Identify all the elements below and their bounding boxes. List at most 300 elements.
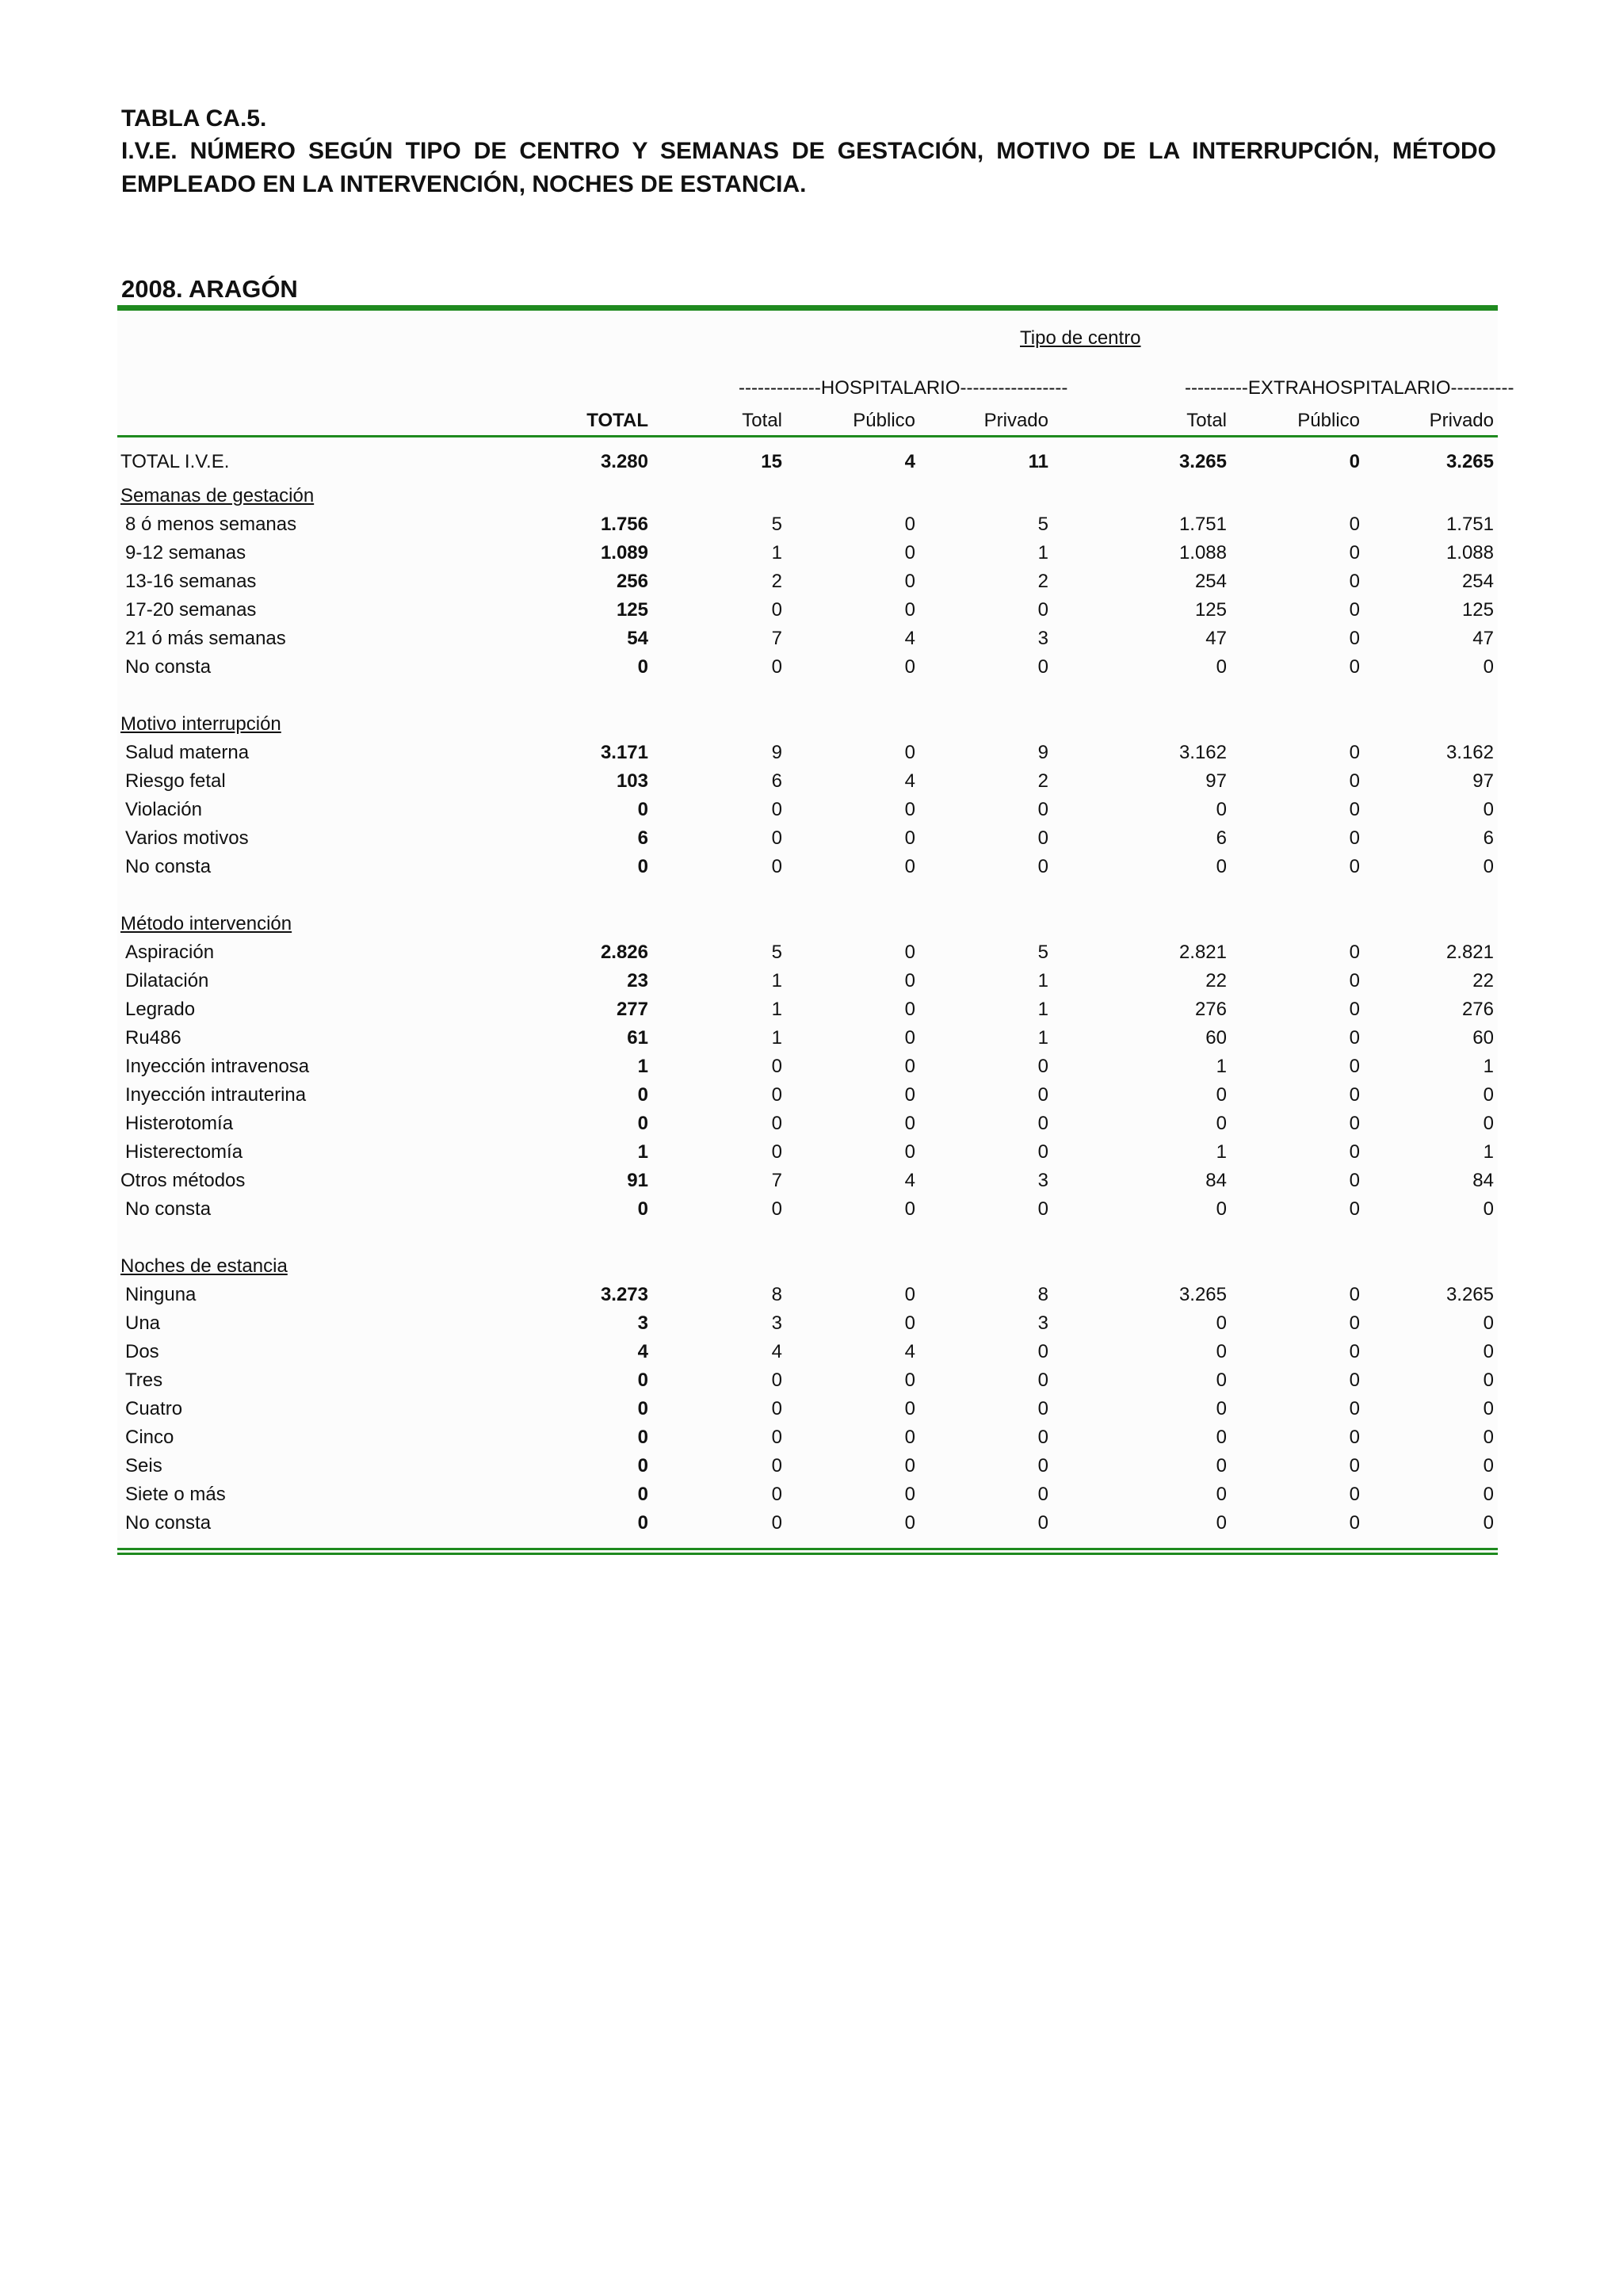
table-cell: 1: [1037, 999, 1048, 1020]
table-cell: 0: [1349, 1198, 1360, 1220]
row-label: No consta: [125, 656, 212, 678]
table-cell: 2: [1037, 770, 1048, 792]
table-cell: 0: [904, 1427, 915, 1448]
table-cell: 0: [904, 1312, 915, 1334]
table-cell: 0: [771, 599, 782, 621]
table-cell: 0: [904, 571, 915, 592]
table-cell: 3.171: [600, 742, 648, 763]
table-cell: 6: [771, 770, 782, 792]
table-cell: 3: [1037, 628, 1048, 649]
header-rule: [117, 435, 1498, 437]
table-cell: 0: [904, 827, 915, 849]
table-cell: 0: [1349, 1141, 1360, 1163]
table-cell: 97: [1205, 770, 1227, 792]
table-cell: 91: [627, 1170, 648, 1191]
table-row: [0, 1195, 1623, 1224]
table-cell: 0: [1216, 1512, 1227, 1534]
table-cell: 0: [1349, 1512, 1360, 1534]
table-cell: 277: [616, 999, 648, 1020]
table-cell: 254: [1461, 571, 1494, 592]
table-cell: 125: [1194, 599, 1227, 621]
table-cell: 4: [904, 1341, 915, 1362]
table-cell: 0: [1037, 856, 1048, 877]
table-cell: 2: [771, 571, 782, 592]
table-cell: 0: [1483, 799, 1494, 820]
table-cell: 0: [904, 1141, 915, 1163]
table-cell: 0: [637, 1084, 648, 1106]
row-label: Siete o más: [125, 1484, 226, 1505]
table-row: [0, 853, 1623, 881]
table-cell: 84: [1472, 1170, 1494, 1191]
bottom-rule-double: [117, 1553, 1498, 1555]
table-cell: 0: [904, 942, 915, 963]
table-cell: 0: [1037, 1113, 1048, 1134]
table-cell: 4: [771, 1341, 782, 1362]
table-cell: 0: [1349, 1312, 1360, 1334]
table-cell: 0: [904, 656, 915, 678]
table-row: [0, 1024, 1623, 1052]
table-row: [0, 1167, 1623, 1195]
table-row: [0, 824, 1623, 853]
table-row: [0, 967, 1623, 995]
row-label: TOTAL I.V.E.: [120, 451, 230, 472]
table-row: [0, 938, 1623, 967]
table-cell: 0: [1349, 1484, 1360, 1505]
table-cell: 1.089: [600, 542, 648, 563]
table-cell: 1.751: [1445, 514, 1494, 535]
row-label: Aspiración: [125, 942, 215, 963]
table-cell: 0: [1483, 1427, 1494, 1448]
table-cell: 0: [904, 970, 915, 991]
table-cell: 0: [904, 1113, 915, 1134]
table-cell: 6: [1216, 827, 1227, 849]
table-cell: 0: [904, 1370, 915, 1391]
table-cell: 4: [904, 628, 915, 649]
table-cell: 6: [637, 827, 648, 849]
table-cell: 0: [1349, 970, 1360, 991]
table-cell: 1: [1483, 1141, 1494, 1163]
table-cell: 4: [904, 1170, 915, 1191]
table-cell: 0: [1037, 656, 1048, 678]
table-cell: 0: [1037, 1512, 1048, 1534]
column-header-extra-privado: Privado: [1429, 410, 1494, 431]
table-cell: 276: [1194, 999, 1227, 1020]
table-cell: 0: [904, 1198, 915, 1220]
row-label: No consta: [125, 1512, 212, 1534]
table-row: [0, 1338, 1623, 1366]
row-label: Varios motivos: [125, 827, 249, 849]
table-cell: 0: [1216, 1312, 1227, 1334]
table-cell: 0: [1483, 1484, 1494, 1505]
table-cell: 9: [771, 742, 782, 763]
table-cell: 54: [627, 628, 648, 649]
table-cell: 1: [1216, 1141, 1227, 1163]
table-cell: 0: [637, 656, 648, 678]
table-cell: 4: [904, 451, 915, 472]
table-cell: 0: [637, 1455, 648, 1477]
table-cell: 0: [771, 1512, 782, 1534]
extrahospitalario-group-heading: ----------EXTRAHOSPITALARIO----------: [1185, 377, 1514, 399]
section-heading-row: [0, 1252, 1623, 1281]
table-cell: 60: [1472, 1027, 1494, 1049]
table-row: [0, 567, 1623, 596]
table-cell: 0: [637, 1198, 648, 1220]
table-cell: 8: [771, 1284, 782, 1305]
table-cell: 0: [1037, 1084, 1048, 1106]
table-cell: 0: [1216, 1484, 1227, 1505]
column-header-extra-publico: Público: [1297, 410, 1360, 431]
table-row: [0, 448, 1623, 476]
table-row: [0, 796, 1623, 824]
table-cell: 7: [771, 1170, 782, 1191]
table-cell: 0: [904, 542, 915, 563]
year-region-heading: 2008. ARAGÓN: [121, 275, 298, 303]
table-cell: 0: [1216, 1341, 1227, 1362]
table-cell: 11: [1028, 451, 1048, 472]
table-row: [0, 1110, 1623, 1138]
table-row: [0, 1281, 1623, 1309]
section-heading-row: [0, 482, 1623, 510]
row-label: Dilatación: [125, 970, 209, 991]
table-cell: 0: [904, 1027, 915, 1049]
table-cell: 4: [637, 1341, 648, 1362]
row-label: 9-12 semanas: [125, 542, 246, 563]
table-cell: 0: [904, 1455, 915, 1477]
table-cell: 0: [1483, 1455, 1494, 1477]
top-rule: [117, 305, 1498, 311]
row-label: Otros métodos: [120, 1170, 246, 1191]
table-cell: 1: [637, 1141, 648, 1163]
table-cell: 1.088: [1445, 542, 1494, 563]
table-row: [0, 1052, 1623, 1081]
table-cell: 0: [904, 856, 915, 877]
table-cell: 2.821: [1445, 942, 1494, 963]
table-cell: 0: [637, 799, 648, 820]
table-cell: 0: [1216, 856, 1227, 877]
table-cell: 0: [771, 1427, 782, 1448]
table-cell: 0: [1037, 827, 1048, 849]
table-cell: 84: [1205, 1170, 1227, 1191]
table-cell: 0: [1349, 656, 1360, 678]
table-cell: 0: [637, 1113, 648, 1134]
table-cell: 1: [1216, 1056, 1227, 1077]
table-cell: 9: [1037, 742, 1048, 763]
table-cell: 0: [904, 1398, 915, 1419]
table-cell: 5: [771, 942, 782, 963]
table-cell: 103: [616, 770, 648, 792]
table-row: [0, 1138, 1623, 1167]
table-cell: 47: [1472, 628, 1494, 649]
row-label: Seis: [125, 1455, 162, 1477]
table-cell: 97: [1472, 770, 1494, 792]
section-label: Semanas de gestación: [120, 485, 315, 506]
table-cell: 0: [1349, 799, 1360, 820]
table-cell: 0: [1349, 856, 1360, 877]
table-title: I.V.E. NÚMERO SEGÚN TIPO DE CENTRO Y SEMANAS DE GESTACIÓN, MOTIVO DE LA INTERRUPCIÓN, MÉTODO EMPLEADO EN LA INTERVENCIÓN, NOCHES DE ESTANCIA.: [121, 138, 1496, 197]
table-cell: 0: [904, 1512, 915, 1534]
table-cell: 0: [1483, 856, 1494, 877]
table-cell: 1: [771, 1027, 782, 1049]
row-label: Inyección intravenosa: [125, 1056, 310, 1077]
table-cell: 0: [1037, 1141, 1048, 1163]
table-cell: 3: [1037, 1312, 1048, 1334]
table-cell: 61: [627, 1027, 648, 1049]
table-cell: 2.821: [1178, 942, 1227, 963]
table-cell: 0: [1349, 1170, 1360, 1191]
table-cell: 2: [1037, 571, 1048, 592]
table-cell: 276: [1461, 999, 1494, 1020]
table-cell: 256: [616, 571, 648, 592]
table-cell: 0: [771, 1113, 782, 1134]
table-cell: 8: [1037, 1284, 1048, 1305]
table-cell: 0: [904, 1484, 915, 1505]
table-cell: 0: [1216, 799, 1227, 820]
table-cell: 0: [637, 1512, 648, 1534]
table-cell: 0: [1037, 1341, 1048, 1362]
table-cell: 0: [771, 1484, 782, 1505]
table-row: [0, 510, 1623, 539]
table-cell: 0: [1037, 599, 1048, 621]
table-cell: 0: [1483, 1370, 1494, 1391]
table-cell: 0: [1349, 770, 1360, 792]
table-row: [0, 1309, 1623, 1338]
table-cell: 0: [1349, 542, 1360, 563]
table-cell: 0: [637, 1427, 648, 1448]
document-header: [121, 103, 1496, 201]
table-cell: 0: [904, 599, 915, 621]
row-label: Riesgo fetal: [125, 770, 226, 792]
table-cell: 1: [771, 999, 782, 1020]
table-cell: 3.265: [1445, 451, 1494, 472]
table-cell: 1: [637, 1056, 648, 1077]
table-cell: 2.826: [600, 942, 648, 963]
table-cell: 125: [616, 599, 648, 621]
row-label: Ninguna: [125, 1284, 197, 1305]
table-cell: 0: [1483, 1198, 1494, 1220]
table-cell: 0: [1483, 1084, 1494, 1106]
table-row: [0, 1423, 1623, 1452]
table-cell: 0: [1037, 1198, 1048, 1220]
table-cell: 0: [1216, 656, 1227, 678]
table-cell: 0: [1037, 1455, 1048, 1477]
table-cell: 0: [1483, 1398, 1494, 1419]
table-cell: 15: [761, 451, 782, 472]
table-cell: 0: [904, 1056, 915, 1077]
table-cell: 0: [1349, 1427, 1360, 1448]
table-cell: 0: [1349, 1084, 1360, 1106]
table-cell: 0: [1216, 1198, 1227, 1220]
bottom-rule: [117, 1548, 1498, 1550]
table-cell: 5: [1037, 514, 1048, 535]
table-cell: 0: [1216, 1370, 1227, 1391]
table-row: [0, 1395, 1623, 1423]
section-heading-row: [0, 710, 1623, 739]
table-row: [0, 1452, 1623, 1480]
table-cell: 0: [771, 1084, 782, 1106]
section-label: Método intervención: [120, 913, 292, 934]
table-cell: 0: [1349, 1056, 1360, 1077]
table-cell: 0: [1037, 1427, 1048, 1448]
table-cell: 0: [1483, 656, 1494, 678]
table-cell: 0: [1349, 1284, 1360, 1305]
table-row: [0, 539, 1623, 567]
row-label: Dos: [125, 1341, 159, 1362]
table-cell: 22: [1472, 970, 1494, 991]
table-cell: 3: [637, 1312, 648, 1334]
table-cell: 0: [1349, 942, 1360, 963]
table-cell: 1: [1037, 970, 1048, 991]
section-heading-row: [0, 910, 1623, 938]
table-cell: 60: [1205, 1027, 1227, 1049]
table-cell: 3.265: [1178, 451, 1227, 472]
table-cell: 0: [771, 656, 782, 678]
table-cell: 0: [771, 856, 782, 877]
table-cell: 0: [1483, 1113, 1494, 1134]
table-cell: 0: [1037, 1056, 1048, 1077]
table-cell: 0: [1037, 1484, 1048, 1505]
table-cell: 0: [1349, 999, 1360, 1020]
row-label: Inyección intrauterina: [125, 1084, 307, 1106]
table-cell: 0: [771, 1141, 782, 1163]
tipo-de-centro-heading: Tipo de centro: [1020, 327, 1141, 349]
row-label: Ru486: [125, 1027, 181, 1049]
table-cell: 0: [1349, 827, 1360, 849]
table-cell: 0: [1349, 1398, 1360, 1419]
table-cell: 0: [771, 1370, 782, 1391]
row-label: Cinco: [125, 1427, 174, 1448]
row-label: Una: [125, 1312, 161, 1334]
table-cell: 0: [904, 1284, 915, 1305]
table-cell: 0: [1349, 1370, 1360, 1391]
table-cell: 0: [1216, 1427, 1227, 1448]
table-cell: 3.280: [600, 451, 648, 472]
table-row: [0, 1366, 1623, 1395]
table-cell: 3: [1037, 1170, 1048, 1191]
table-cell: 7: [771, 628, 782, 649]
table-cell: 0: [637, 856, 648, 877]
table-cell: 0: [771, 1398, 782, 1419]
row-label: Violación: [125, 799, 202, 820]
table-cell: 0: [1349, 1341, 1360, 1362]
table-cell: 0: [1349, 1455, 1360, 1477]
table-cell: 0: [1349, 628, 1360, 649]
table-cell: 0: [637, 1484, 648, 1505]
row-label: 17-20 semanas: [125, 599, 257, 621]
table-cell: 0: [904, 799, 915, 820]
table-cell: 0: [1037, 1370, 1048, 1391]
table-cell: 3.265: [1445, 1284, 1494, 1305]
row-label: Legrado: [125, 999, 196, 1020]
table-row: [0, 1081, 1623, 1110]
table-cell: 3.162: [1445, 742, 1494, 763]
table-cell: 3.162: [1178, 742, 1227, 763]
table-cell: 0: [1216, 1084, 1227, 1106]
table-cell: 0: [904, 999, 915, 1020]
table-cell: 0: [1349, 571, 1360, 592]
table-cell: 0: [771, 1455, 782, 1477]
table-cell: 254: [1194, 571, 1227, 592]
table-cell: 1: [771, 542, 782, 563]
table-cell: 0: [637, 1398, 648, 1419]
column-header-hosp-publico: Público: [853, 410, 915, 431]
table-row: [0, 1480, 1623, 1509]
table-cell: 0: [1349, 599, 1360, 621]
table-cell: 5: [1037, 942, 1048, 963]
table-cell: 0: [771, 799, 782, 820]
table-row: [0, 653, 1623, 682]
table-cell: 0: [1216, 1398, 1227, 1419]
row-label: Histerectomía: [125, 1141, 243, 1163]
table-cell: 1: [1483, 1056, 1494, 1077]
table-cell: 3: [771, 1312, 782, 1334]
row-label: 8 ó menos semanas: [125, 514, 297, 535]
table-cell: 0: [1349, 742, 1360, 763]
table-cell: 4: [904, 770, 915, 792]
column-header-extra-total: Total: [1186, 410, 1227, 431]
row-label: Cuatro: [125, 1398, 183, 1419]
column-header-total: TOTAL: [586, 410, 648, 431]
table-cell: 1: [771, 970, 782, 991]
table-cell: 6: [1483, 827, 1494, 849]
table-cell: 0: [904, 514, 915, 535]
table-label: TABLA CA.5.: [121, 105, 267, 132]
table-row: [0, 625, 1623, 653]
row-label: No consta: [125, 856, 212, 877]
table-cell: 3.265: [1178, 1284, 1227, 1305]
row-label: Histerotomía: [125, 1113, 234, 1134]
table-cell: 0: [1349, 1027, 1360, 1049]
table-cell: 0: [1483, 1512, 1494, 1534]
table-cell: 1.756: [600, 514, 648, 535]
row-label: 21 ó más semanas: [125, 628, 286, 649]
table-cell: 0: [1483, 1341, 1494, 1362]
table-cell: 125: [1461, 599, 1494, 621]
table-cell: 0: [1216, 1455, 1227, 1477]
column-header-hosp-total: Total: [742, 410, 782, 431]
table-cell: 0: [904, 742, 915, 763]
hospitalario-group-heading: -------------HOSPITALARIO-----------------: [739, 377, 1068, 399]
table-cell: 23: [627, 970, 648, 991]
table-cell: 1: [1037, 542, 1048, 563]
table-cell: 0: [1349, 451, 1360, 472]
table-cell: 0: [1349, 514, 1360, 535]
section-label: Motivo interrupción: [120, 713, 281, 735]
table-cell: 22: [1205, 970, 1227, 991]
table-cell: 0: [637, 1370, 648, 1391]
table-row: [0, 1509, 1623, 1538]
table-cell: 0: [1349, 1113, 1360, 1134]
table-cell: 0: [1037, 1398, 1048, 1419]
table-cell: 0: [771, 1198, 782, 1220]
table-cell: 0: [1037, 799, 1048, 820]
table-cell: 0: [771, 1056, 782, 1077]
row-label: 13-16 semanas: [125, 571, 257, 592]
row-label: No consta: [125, 1198, 212, 1220]
table-cell: 0: [904, 1084, 915, 1106]
table-row: [0, 739, 1623, 767]
table-cell: 47: [1205, 628, 1227, 649]
section-label: Noches de estancia: [120, 1255, 288, 1277]
table-cell: 1.751: [1178, 514, 1227, 535]
table-cell: 3.273: [600, 1284, 648, 1305]
table-cell: 1: [1037, 1027, 1048, 1049]
table-cell: 5: [771, 514, 782, 535]
table-cell: 0: [771, 827, 782, 849]
table-row: [0, 995, 1623, 1024]
row-label: Salud materna: [125, 742, 250, 763]
table-cell: 1.088: [1178, 542, 1227, 563]
column-header-hosp-privado: Privado: [983, 410, 1048, 431]
